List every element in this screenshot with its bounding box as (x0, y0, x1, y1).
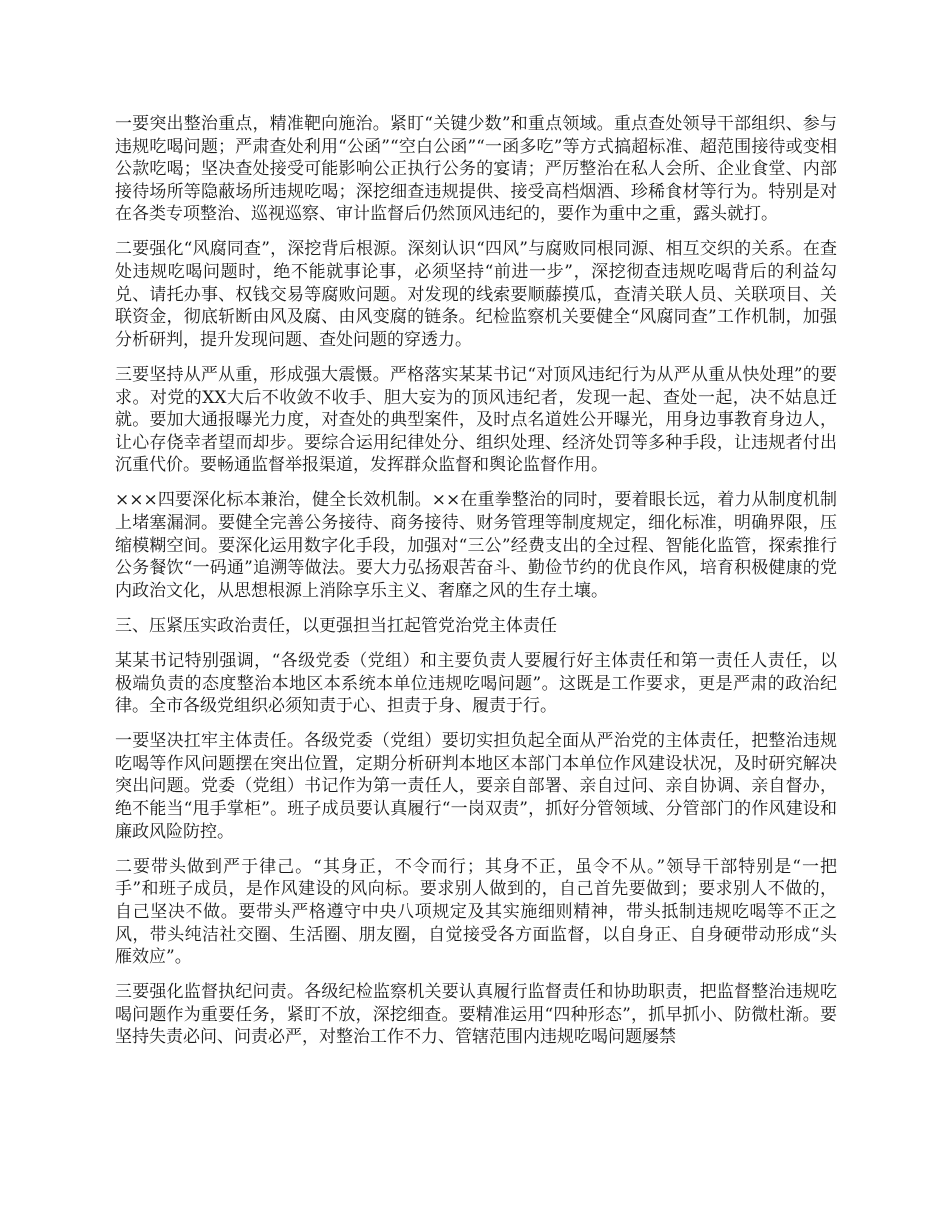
paragraph-secretary-emphasis: 某某书记特别强调，“各级党委（党组）和主要负责人要履行好主体责任和第一责任人责任，以极端负责的态度整治本地区本系统本单位违规吃喝问题”。这既是工作要求，更是严肃的政治纪律。全市各级党组织必须知责于心、担责于身、履责于行。 (115, 650, 837, 717)
paragraph-self-discipline: 二要带头做到严于律己。“其身正，不令而行；其身不正，虽令不从。”领导干部特别是“一把手”和班子成员，是作风建设的风向标。要求别人做到的，自己首先要做到；要求别人不做的，自己坚决不做。要带头严格遵守中央八项规定及其实施细则精神，带头抵制违规吃喝等不正之风，带头纯洁社交圈、生活圈、朋友圈，自觉接受各方面监督，以自身正、自身硬带动形成“头雁效应”。 (115, 856, 837, 968)
document-body (115, 113, 837, 1061)
paragraph-investigate-corruption: 二要强化“风腐同查”，深挖背后根源。深刻认识“四风”与腐败同根同源、相互交织的关系。在查处违规吃喝问题时，绝不能就事论事，必须坚持“前进一步”，深挖彻查违规吃喝背后的利益勾兑、请托办事、权钱交易等腐败问题。对发现的线索要顺藤摸瓜，查清关联人员、关联项目、关联资金，彻底斩断由风及腐、由风变腐的链条。纪检监察机关要健全“风腐同查”工作机制，加强分析研判，提升发现问题、查处问题的穿透力。 (115, 239, 837, 350)
paragraph-main-responsibility: 一要坚决扛牢主体责任。各级党委（党组）要切实担负起全面从严治党的主体责任，把整治违规吃喝等作风问题摆在突出位置，定期分析研判本地区本部门本单位作风建设状况，及时研究解决突出问题。党委（党组）书记作为第一责任人，要亲自部署、亲自过问、亲自协调、亲自督办，绝不能当“甩手掌柜”。班子成员要认真履行“一岗双责”，抓好分管领域、分管部门的作风建设和廉政风险防控。 (115, 731, 837, 842)
paragraph-focus-key-areas: 一要突出整治重点，精准靶向施治。紧盯“关键少数”和重点领域。重点查处领导干部组织、参与违规吃喝问题；严肃查处利用“公函”“空白公函”“一函多吃”等方式搞超标准、超范围接待或变相公款吃喝；坚决查处接受可能影响公正执行公务的宴请；严厉整治在私人会所、企业食堂、内部接待场所等隐蔽场所违规吃喝；深挖细查违规提供、接受高档烟酒、珍稀食材等行为。特别是对在各类专项整治、巡视巡察、审计监督后仍然顶风违纪的，要作为重中之重，露头就打。 (115, 114, 837, 225)
paragraph-long-term-mechanism: ×××四要深化标本兼治，健全长效机制。××在重拳整治的同时，要着眼长远，着力从制度机制上堵塞漏洞。要健全完善公务接待、商务接待、财务管理等制度规定，细化标准，明确界限，压缩模糊空间。要深化运用数字化手段，加强对“三公”经费支出的全过程、智能化监管，探索推行公务餐饮“一码通”追溯等做法。要大力弘扬艰苦奋斗、勤俭节约的优良作风，培育积极健康的党内政治文化，从思想根源上消除享乐主义、奢靡之风的生存土壤。 (115, 490, 837, 601)
paragraph-strict-deterrence: 三要坚持从严从重，形成强大震慑。严格落实某某书记“对顶风违纪行为从严从重从快处理”的要求。对党的XX大后不收敛不收手、胆大妄为的顶风违纪者，发现一起、查处一起，决不姑息迁就。要加大通报曝光力度，对查处的典型案件，及时点名道姓公开曝光，用身边事教育身边人，让心存侥幸者望而却步。要综合运用纪律处分、组织处理、经济处罚等多种手段，让违规者付出沉重代价。要畅通监督举报渠道，发挥群众监督和舆论监督作用。 (115, 364, 837, 476)
section-heading-political-responsibility: 三、压紧压实政治责任，以更强担当扛起管党治党主体责任 (115, 615, 557, 636)
paragraph-supervision-accountability: 三要强化监督执纪问责。各级纪检监察机关要认真履行监督责任和协助职责，把监督整治违规吃喝问题作为重要任务，紧盯不放，深挖细查。要精准运用“四种形态”，抓早抓小、防微杜渐。要坚持失责必问、问责必严，对整治工作不力、管辖范围内违规吃喝问题屡禁 (115, 982, 837, 1048)
